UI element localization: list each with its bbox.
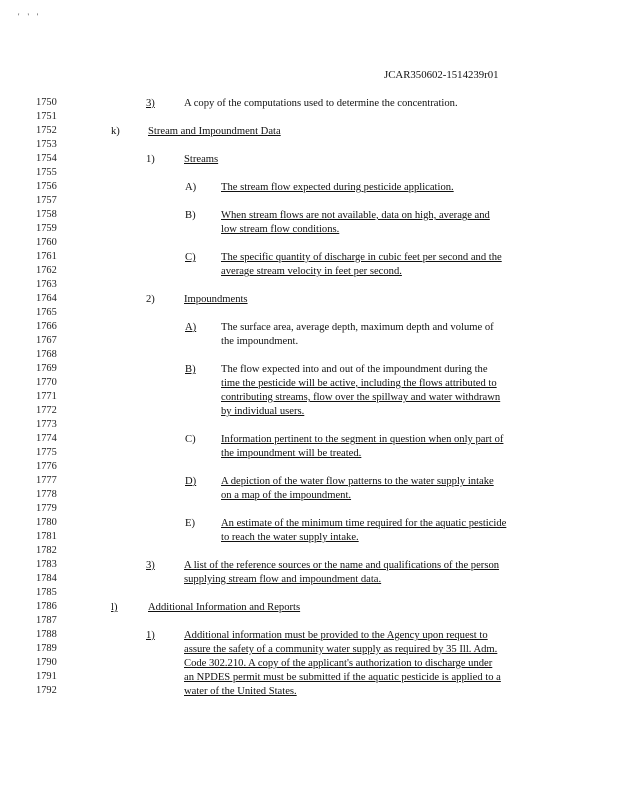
item-label: E)	[185, 518, 195, 529]
line-number: 1759	[36, 223, 57, 234]
item-text: The specific quantity of discharge in cubic feet per second and the	[221, 252, 502, 263]
item-text: low stream flow conditions.	[221, 224, 340, 235]
item-text: by individual users.	[221, 406, 305, 417]
item-label: B)	[185, 364, 196, 375]
line-number: 1756	[36, 181, 57, 192]
document-header: JCAR350602-1514239r01	[384, 69, 499, 81]
item-text: an NPDES permit must be submitted if the aquatic pesticide is applied to a	[184, 672, 501, 683]
item-label: A)	[185, 182, 197, 193]
item-text: on a map of the impoundment.	[221, 490, 352, 501]
item-text: An estimate of the minimum time required for the aquatic pesticide	[221, 518, 507, 529]
item-text: supplying stream flow and impoundment data.	[184, 574, 382, 585]
section-heading: Stream and Impoundment Data	[148, 126, 281, 137]
item-label: 3)	[146, 560, 155, 571]
line-number: 1771	[36, 391, 57, 402]
line-number: 1753	[36, 139, 57, 150]
line-number: 1770	[36, 377, 57, 388]
item-label: B)	[185, 210, 196, 221]
line-number: 1763	[36, 279, 57, 290]
section-heading: Additional Information and Reports	[148, 602, 301, 613]
line-number: 1785	[36, 587, 57, 598]
line-number: 1761	[36, 251, 57, 262]
item-label: A)	[185, 322, 197, 333]
line-number: 1790	[36, 657, 57, 668]
item-text: time the pesticide will be active, including the flows attributed to	[221, 378, 497, 389]
line-number: 1774	[36, 433, 57, 444]
item-label: 1)	[146, 630, 155, 641]
line-number: 1776	[36, 461, 57, 472]
line-number: 1766	[36, 321, 57, 332]
item-text: to reach the water supply intake.	[221, 532, 359, 543]
line-number: 1750	[36, 97, 57, 108]
subsection-heading: Streams	[184, 154, 219, 165]
item-text: The surface area, average depth, maximum depth and volume of	[221, 322, 494, 333]
item-text: A copy of the computations used to determine the concentration.	[184, 98, 458, 109]
line-number: 1773	[36, 419, 57, 430]
section-label: k)	[111, 126, 120, 137]
item-text: contributing streams, flow over the spillway and water withdrawn	[221, 392, 501, 403]
line-number: 1781	[36, 531, 57, 542]
line-number: 1758	[36, 209, 57, 220]
item-text: Code 302.210. A copy of the applicant's authorization to discharge under	[184, 658, 493, 669]
item-label: D)	[185, 476, 197, 487]
line-number: 1787	[36, 615, 57, 626]
line-number: 1780	[36, 517, 57, 528]
item-label: C)	[185, 252, 196, 263]
line-number: 1788	[36, 629, 57, 640]
section-label: l)	[111, 602, 118, 613]
line-number: 1754	[36, 153, 57, 164]
line-number: 1764	[36, 293, 57, 304]
line-number: 1775	[36, 447, 57, 458]
line-number: 1791	[36, 671, 57, 682]
line-number: 1792	[36, 685, 57, 696]
line-number: 1767	[36, 335, 57, 346]
line-number: 1783	[36, 559, 57, 570]
item-text: The flow expected into and out of the impoundment during the	[221, 364, 488, 375]
item-text: average stream velocity in feet per second.	[221, 266, 402, 277]
line-number: 1751	[36, 111, 57, 122]
line-number: 1782	[36, 545, 57, 556]
line-number: 1755	[36, 167, 57, 178]
line-number: 1769	[36, 363, 57, 374]
item-text: The stream flow expected during pesticide application.	[221, 182, 454, 193]
line-number: 1784	[36, 573, 57, 584]
line-number: 1752	[36, 125, 57, 136]
item-text: assure the safety of a community water supply as required by 35 Ill. Adm.	[184, 644, 498, 655]
line-number: 1778	[36, 489, 57, 500]
line-number: 1760	[36, 237, 57, 248]
item-text: Additional information must be provided to the Agency upon request to	[184, 630, 488, 641]
item-label: 2)	[146, 294, 155, 305]
line-number: 1779	[36, 503, 57, 514]
item-label: 1)	[146, 154, 155, 165]
item-text: water of the United States.	[184, 686, 297, 697]
item-text: Information pertinent to the segment in question when only part of	[221, 434, 504, 445]
line-number: 1765	[36, 307, 57, 318]
subsection-heading: Impoundments	[184, 294, 248, 305]
line-number: 1786	[36, 601, 57, 612]
item-text: When stream flows are not available, data on high, average and	[221, 210, 490, 221]
line-number: 1768	[36, 349, 57, 360]
line-number: 1777	[36, 475, 57, 486]
item-text: the impoundment.	[221, 336, 299, 347]
item-label: C)	[185, 434, 196, 445]
corner-mark: ' ' '	[18, 12, 42, 21]
line-number: 1762	[36, 265, 57, 276]
item-label: 3)	[146, 98, 155, 109]
line-number: 1757	[36, 195, 57, 206]
item-text: A depiction of the water flow patterns to the water supply intake	[221, 476, 494, 487]
item-text: the impoundment will be treated.	[221, 448, 362, 459]
item-text: A list of the reference sources or the name and qualifications of the person	[184, 560, 500, 571]
line-number: 1772	[36, 405, 57, 416]
line-number: 1789	[36, 643, 57, 654]
